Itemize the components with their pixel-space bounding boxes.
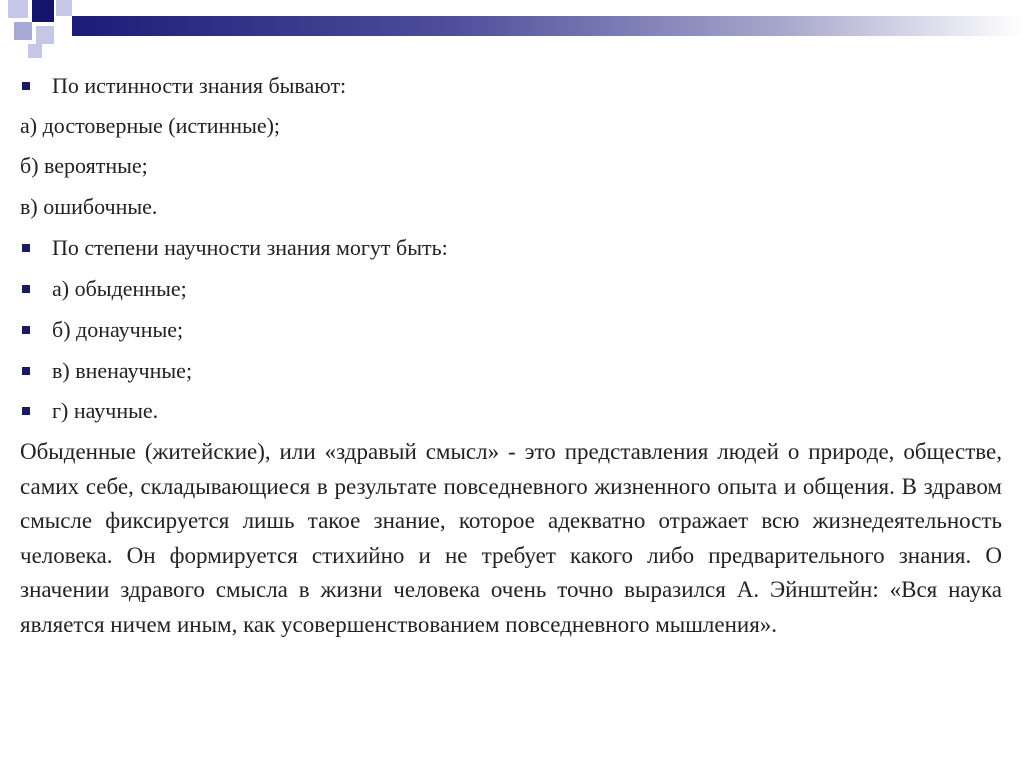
decor-square [36, 26, 54, 44]
list-item-truth-heading [22, 70, 346, 102]
list-item-probable [20, 150, 148, 182]
list-item-text: в) вненаучные; [52, 358, 193, 383]
list-item-science-heading [22, 232, 448, 264]
list-item-text: а) достоверные (истинные); [20, 113, 281, 138]
list-item-text: По истинности знания бывают: [52, 73, 347, 98]
decor-square [56, 0, 72, 16]
list-item-text: б) вероятные; [20, 153, 148, 178]
list-item-text: По степени научности знания могут быть: [52, 235, 448, 260]
square-bullet-icon [22, 326, 30, 334]
body-paragraph: Обыденные (житейские), или «здравый смысл» - это представления людей о природе, обществе, самих себе, складывающиеся в результате повседневного жизненного опыта и общения. В здравом смысле фиксируется лишь такое знание, которое адекватно отражает всю жизнедеятельность человека. Он формируется стихийно и не требует какого либо предварительного знания. О значении здравого смысла в жизни человека очень точно выразился А. Эйнштейн: «Вся наука является ничем иным, как усовершенствованием повседневного мышления». [20, 439, 1002, 637]
square-bullet-icon [22, 285, 30, 293]
header-decoration [0, 0, 1024, 60]
square-bullet-icon [22, 244, 30, 252]
square-bullet-icon [22, 407, 30, 415]
list-item-text: а) обыденные; [52, 276, 187, 301]
list-item-ordinary [22, 273, 187, 305]
decor-square [32, 0, 54, 22]
square-bullet-icon [22, 82, 30, 90]
square-bullet-icon [22, 367, 30, 375]
list-item-prescientific [22, 314, 183, 346]
decor-square [14, 22, 32, 40]
decor-square [28, 44, 42, 58]
list-item-text: в) ошибочные. [20, 194, 158, 219]
decor-square [8, 0, 28, 18]
list-item-text: г) научные. [52, 398, 159, 423]
list-item-extrascientific [22, 355, 192, 387]
list-item-reliable [20, 110, 280, 142]
list-item-text: б) донаучные; [52, 317, 184, 342]
header-gradient-bar [72, 16, 1024, 36]
list-item-erroneous [20, 191, 157, 223]
list-item-scientific [22, 395, 158, 427]
